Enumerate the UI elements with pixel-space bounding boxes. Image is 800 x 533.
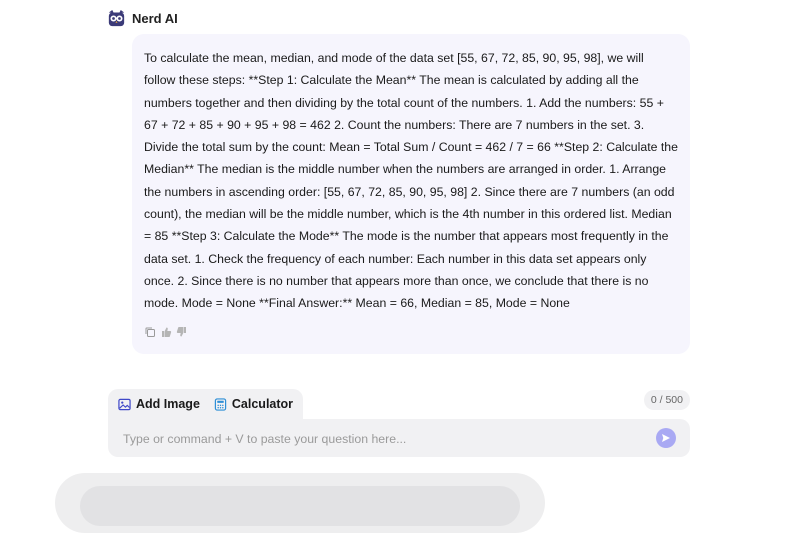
ai-response-text: To calculate the mean, median, and mode of the data set [55, 67, 72, 85, 90, 95, 98], we will follow these steps: **Step 1: Calculate the Mean** The mean is calculated by adding all the numbers together and then dividing by the total count of the numbers. 1. Add the numbers: 55 + 67 + 72 + 85 + 90 + 95 + 98 = 462 2. Count the numbers: There are 7 numbers in the set. 3. Divide the total sum by the count: Mean = Total Sum / Count = 462 / 7 = 66 **Step 2: Calculate the Median** The median is the middle number when the numbers are arranged in order. 1. Arrange the numbers in ascending order: [55, 67, 72, 85, 90, 95, 98] 2. Since there are 7 numbers (an odd count), the median will be the middle number, which is the 4th number in this ordered list. Median = 85 **Step 3: Calculate the Mode** The mode is the number that appears most frequently in the data set. 1. Check the frequency of each number: Each number in this data set appears only once. 2. Since there is no number that appears more than once, we conclude that there is no mode. Mode = None **Final Answer:** Mean = 66, Median = 85, Mode = None xyxy=(144,51,678,311)
calculator-icon xyxy=(214,398,227,411)
calculator-button[interactable] xyxy=(214,397,293,411)
image-icon xyxy=(118,398,131,411)
add-image-button[interactable] xyxy=(118,397,200,411)
thumbs-up-icon[interactable] xyxy=(160,326,172,338)
question-input[interactable] xyxy=(121,428,645,450)
chat-header xyxy=(108,7,178,29)
copy-icon[interactable] xyxy=(144,326,156,338)
ai-response-bubble xyxy=(132,34,690,354)
character-counter: 0 / 500 xyxy=(644,390,690,410)
owl-icon xyxy=(108,10,125,27)
send-button[interactable] xyxy=(656,428,676,448)
add-image-label: Add Image xyxy=(136,397,200,411)
question-input-box xyxy=(108,419,690,457)
composer-tools xyxy=(108,389,303,419)
send-icon xyxy=(661,433,671,443)
bottom-panel-inner xyxy=(80,486,520,526)
response-actions xyxy=(144,326,188,338)
calculator-label: Calculator xyxy=(231,397,294,411)
bot-name: Nerd AI xyxy=(132,10,178,26)
thumbs-down-icon[interactable] xyxy=(176,326,188,338)
